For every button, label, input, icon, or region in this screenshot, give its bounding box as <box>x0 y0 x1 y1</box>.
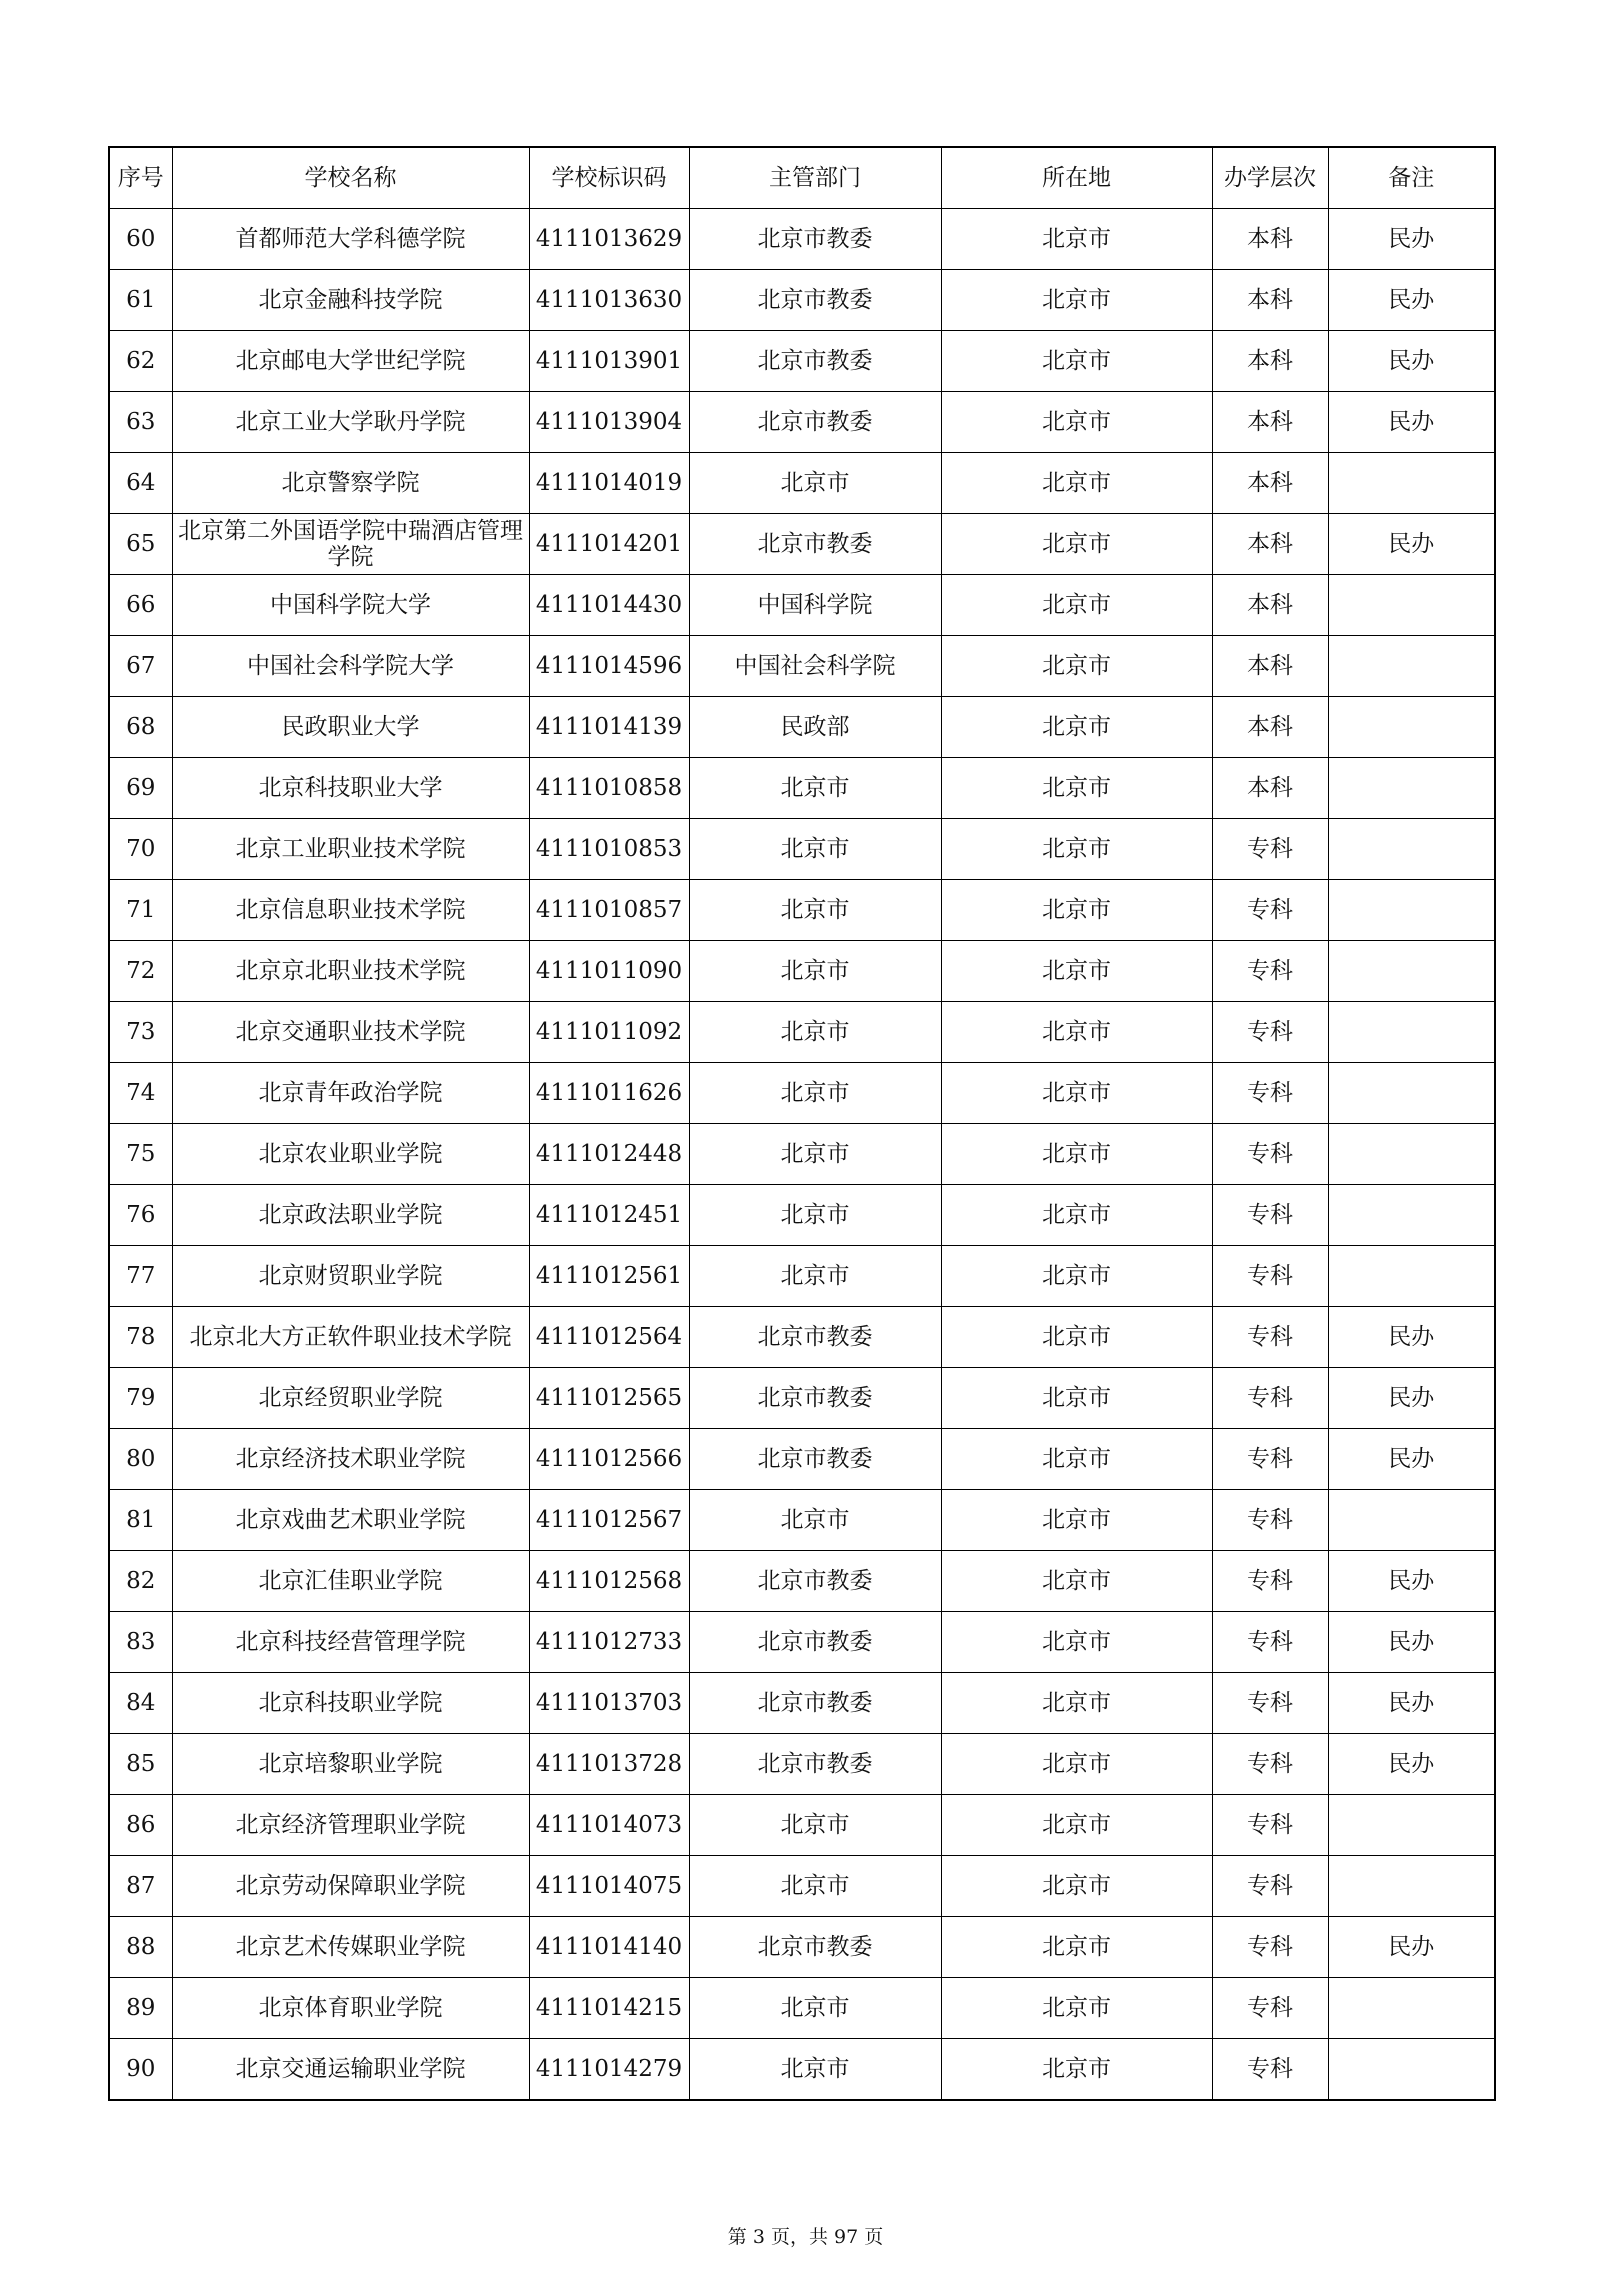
cell-school-name: 中国科学院大学 <box>172 575 529 636</box>
table-row <box>109 1490 1495 1551</box>
cell-department: 北京市教委 <box>689 1551 941 1612</box>
cell-school-name: 北京科技经营管理学院 <box>172 1612 529 1673</box>
cell-remark: 民办 <box>1328 1734 1495 1795</box>
cell-school-name: 北京交通职业技术学院 <box>172 1002 529 1063</box>
cell-level: 本科 <box>1212 758 1328 819</box>
cell-level: 本科 <box>1212 575 1328 636</box>
table-row <box>109 209 1495 270</box>
cell-school-code: 4111014075 <box>529 1856 689 1917</box>
cell-department: 北京市教委 <box>689 1612 941 1673</box>
cell-location: 北京市 <box>941 1307 1212 1368</box>
cell-department: 北京市 <box>689 1978 941 2039</box>
cell-school-code: 4111014073 <box>529 1795 689 1856</box>
cell-level: 专科 <box>1212 1978 1328 2039</box>
cell-school-code: 4111012564 <box>529 1307 689 1368</box>
cell-school-code: 4111014279 <box>529 2039 689 2101</box>
cell-department: 北京市教委 <box>689 392 941 453</box>
table-row <box>109 941 1495 1002</box>
table-row <box>109 1124 1495 1185</box>
cell-location: 北京市 <box>941 209 1212 270</box>
cell-school-code: 4111012561 <box>529 1246 689 1307</box>
cell-index: 83 <box>109 1612 172 1673</box>
cell-school-code: 4111011090 <box>529 941 689 1002</box>
table-row <box>109 453 1495 514</box>
cell-school-name: 北京京北职业技术学院 <box>172 941 529 1002</box>
cell-level: 专科 <box>1212 1734 1328 1795</box>
cell-level: 专科 <box>1212 1124 1328 1185</box>
table-row <box>109 636 1495 697</box>
cell-remark: 民办 <box>1328 1551 1495 1612</box>
cell-school-name: 北京工业大学耿丹学院 <box>172 392 529 453</box>
cell-index: 76 <box>109 1185 172 1246</box>
cell-remark <box>1328 941 1495 1002</box>
cell-school-code: 4111014140 <box>529 1917 689 1978</box>
cell-remark <box>1328 880 1495 941</box>
cell-school-name: 北京警察学院 <box>172 453 529 514</box>
cell-remark: 民办 <box>1328 1673 1495 1734</box>
cell-remark: 民办 <box>1328 1612 1495 1673</box>
header-col-school-code: 学校标识码 <box>529 147 689 209</box>
cell-level: 本科 <box>1212 636 1328 697</box>
table-row <box>109 1185 1495 1246</box>
cell-index: 73 <box>109 1002 172 1063</box>
cell-school-code: 4111013904 <box>529 392 689 453</box>
header-col-index: 序号 <box>109 147 172 209</box>
cell-index: 65 <box>109 514 172 575</box>
table-row <box>109 1429 1495 1490</box>
cell-school-name: 北京北大方正软件职业技术学院 <box>172 1307 529 1368</box>
table-row <box>109 1246 1495 1307</box>
cell-department: 北京市教委 <box>689 514 941 575</box>
cell-index: 74 <box>109 1063 172 1124</box>
cell-remark: 民办 <box>1328 1917 1495 1978</box>
cell-index: 72 <box>109 941 172 1002</box>
school-list-table <box>108 146 1496 2101</box>
cell-remark <box>1328 697 1495 758</box>
cell-department: 北京市 <box>689 2039 941 2101</box>
table-row <box>109 1917 1495 1978</box>
cell-school-code: 4111014430 <box>529 575 689 636</box>
cell-remark: 民办 <box>1328 1429 1495 1490</box>
cell-school-code: 4111010857 <box>529 880 689 941</box>
cell-school-code: 4111011626 <box>529 1063 689 1124</box>
header-col-remark: 备注 <box>1328 147 1495 209</box>
cell-school-code: 4111013703 <box>529 1673 689 1734</box>
cell-department: 北京市教委 <box>689 1368 941 1429</box>
cell-level: 专科 <box>1212 2039 1328 2101</box>
cell-school-name: 北京艺术传媒职业学院 <box>172 1917 529 1978</box>
cell-level: 本科 <box>1212 331 1328 392</box>
cell-school-name: 北京交通运输职业学院 <box>172 2039 529 2101</box>
cell-school-code: 4111013630 <box>529 270 689 331</box>
cell-school-code: 4111012566 <box>529 1429 689 1490</box>
cell-level: 专科 <box>1212 1490 1328 1551</box>
cell-location: 北京市 <box>941 1673 1212 1734</box>
cell-department: 北京市教委 <box>689 1673 941 1734</box>
cell-location: 北京市 <box>941 819 1212 880</box>
cell-department: 北京市 <box>689 1185 941 1246</box>
cell-location: 北京市 <box>941 941 1212 1002</box>
cell-school-name: 北京经济技术职业学院 <box>172 1429 529 1490</box>
cell-school-name: 北京工业职业技术学院 <box>172 819 529 880</box>
cell-department: 北京市 <box>689 1795 941 1856</box>
cell-school-name: 北京培黎职业学院 <box>172 1734 529 1795</box>
cell-school-code: 4111012451 <box>529 1185 689 1246</box>
cell-remark: 民办 <box>1328 392 1495 453</box>
cell-department: 北京市 <box>689 1002 941 1063</box>
cell-remark <box>1328 453 1495 514</box>
cell-location: 北京市 <box>941 1185 1212 1246</box>
cell-level: 专科 <box>1212 1795 1328 1856</box>
cell-school-name: 北京农业职业学院 <box>172 1124 529 1185</box>
cell-index: 90 <box>109 2039 172 2101</box>
cell-level: 专科 <box>1212 1429 1328 1490</box>
cell-school-name: 北京汇佳职业学院 <box>172 1551 529 1612</box>
table-row <box>109 1368 1495 1429</box>
cell-location: 北京市 <box>941 453 1212 514</box>
cell-remark: 民办 <box>1328 331 1495 392</box>
cell-remark <box>1328 819 1495 880</box>
cell-school-code: 4111013901 <box>529 331 689 392</box>
cell-remark <box>1328 758 1495 819</box>
cell-index: 64 <box>109 453 172 514</box>
cell-location: 北京市 <box>941 697 1212 758</box>
cell-department: 北京市 <box>689 941 941 1002</box>
cell-department: 北京市 <box>689 758 941 819</box>
cell-level: 本科 <box>1212 392 1328 453</box>
table-row <box>109 1612 1495 1673</box>
cell-location: 北京市 <box>941 1429 1212 1490</box>
cell-department: 北京市 <box>689 1063 941 1124</box>
cell-location: 北京市 <box>941 1612 1212 1673</box>
cell-remark <box>1328 636 1495 697</box>
cell-school-code: 4111014596 <box>529 636 689 697</box>
cell-department: 北京市 <box>689 1490 941 1551</box>
cell-location: 北京市 <box>941 1551 1212 1612</box>
cell-level: 专科 <box>1212 1063 1328 1124</box>
cell-remark: 民办 <box>1328 270 1495 331</box>
cell-level: 本科 <box>1212 270 1328 331</box>
table-body <box>109 209 1495 2101</box>
cell-index: 88 <box>109 1917 172 1978</box>
cell-index: 63 <box>109 392 172 453</box>
cell-location: 北京市 <box>941 1368 1212 1429</box>
table-row <box>109 819 1495 880</box>
cell-location: 北京市 <box>941 1978 1212 2039</box>
cell-school-code: 4111012733 <box>529 1612 689 1673</box>
cell-school-code: 4111012568 <box>529 1551 689 1612</box>
cell-school-code: 4111010858 <box>529 758 689 819</box>
cell-level: 专科 <box>1212 1307 1328 1368</box>
cell-school-code: 4111012565 <box>529 1368 689 1429</box>
cell-location: 北京市 <box>941 575 1212 636</box>
cell-remark <box>1328 1246 1495 1307</box>
cell-school-name: 北京劳动保障职业学院 <box>172 1856 529 1917</box>
cell-school-name: 北京金融科技学院 <box>172 270 529 331</box>
cell-remark <box>1328 1124 1495 1185</box>
cell-index: 71 <box>109 880 172 941</box>
cell-index: 66 <box>109 575 172 636</box>
cell-level: 专科 <box>1212 1856 1328 1917</box>
table-row <box>109 1002 1495 1063</box>
cell-level: 专科 <box>1212 819 1328 880</box>
header-col-department: 主管部门 <box>689 147 941 209</box>
cell-location: 北京市 <box>941 2039 1212 2101</box>
cell-level: 专科 <box>1212 1246 1328 1307</box>
cell-index: 69 <box>109 758 172 819</box>
cell-index: 86 <box>109 1795 172 1856</box>
cell-level: 本科 <box>1212 697 1328 758</box>
cell-school-code: 4111014215 <box>529 1978 689 2039</box>
cell-department: 北京市 <box>689 819 941 880</box>
cell-level: 本科 <box>1212 453 1328 514</box>
cell-school-name: 民政职业大学 <box>172 697 529 758</box>
cell-remark <box>1328 1063 1495 1124</box>
cell-location: 北京市 <box>941 1490 1212 1551</box>
cell-department: 北京市教委 <box>689 1917 941 1978</box>
cell-school-code: 4111012567 <box>529 1490 689 1551</box>
table-header <box>109 147 1495 209</box>
cell-remark <box>1328 1856 1495 1917</box>
cell-school-name: 北京政法职业学院 <box>172 1185 529 1246</box>
cell-index: 82 <box>109 1551 172 1612</box>
table-row <box>109 1856 1495 1917</box>
cell-location: 北京市 <box>941 1124 1212 1185</box>
cell-remark <box>1328 1978 1495 2039</box>
cell-level: 专科 <box>1212 880 1328 941</box>
cell-location: 北京市 <box>941 1246 1212 1307</box>
cell-remark <box>1328 575 1495 636</box>
cell-level: 专科 <box>1212 1917 1328 1978</box>
table-row <box>109 1795 1495 1856</box>
cell-index: 68 <box>109 697 172 758</box>
cell-level: 专科 <box>1212 1185 1328 1246</box>
table-row <box>109 880 1495 941</box>
cell-school-name: 中国社会科学院大学 <box>172 636 529 697</box>
table-row <box>109 2039 1495 2101</box>
cell-school-name: 北京第二外国语学院中瑞酒店管理学院 <box>172 514 529 575</box>
cell-school-name: 北京戏曲艺术职业学院 <box>172 1490 529 1551</box>
table-row <box>109 1734 1495 1795</box>
cell-school-code: 4111014019 <box>529 453 689 514</box>
cell-department: 北京市 <box>689 1856 941 1917</box>
table-row <box>109 1307 1495 1368</box>
cell-location: 北京市 <box>941 1917 1212 1978</box>
cell-index: 84 <box>109 1673 172 1734</box>
cell-remark: 民办 <box>1328 514 1495 575</box>
table-row <box>109 575 1495 636</box>
cell-level: 本科 <box>1212 514 1328 575</box>
cell-level: 专科 <box>1212 1002 1328 1063</box>
cell-school-code: 4111013629 <box>529 209 689 270</box>
cell-level: 专科 <box>1212 941 1328 1002</box>
cell-location: 北京市 <box>941 1063 1212 1124</box>
table-row <box>109 331 1495 392</box>
cell-index: 70 <box>109 819 172 880</box>
cell-remark <box>1328 2039 1495 2101</box>
cell-school-code: 4111014139 <box>529 697 689 758</box>
cell-index: 77 <box>109 1246 172 1307</box>
cell-remark <box>1328 1185 1495 1246</box>
cell-department: 北京市教委 <box>689 331 941 392</box>
table-row <box>109 697 1495 758</box>
table-row <box>109 1551 1495 1612</box>
cell-index: 80 <box>109 1429 172 1490</box>
cell-school-name: 北京科技职业大学 <box>172 758 529 819</box>
cell-index: 75 <box>109 1124 172 1185</box>
cell-department: 北京市教委 <box>689 209 941 270</box>
cell-location: 北京市 <box>941 331 1212 392</box>
header-row <box>109 147 1495 209</box>
cell-school-name: 北京科技职业学院 <box>172 1673 529 1734</box>
cell-department: 北京市 <box>689 1246 941 1307</box>
table-row <box>109 1063 1495 1124</box>
cell-school-name: 北京经贸职业学院 <box>172 1368 529 1429</box>
cell-location: 北京市 <box>941 758 1212 819</box>
cell-remark <box>1328 1795 1495 1856</box>
cell-location: 北京市 <box>941 880 1212 941</box>
cell-school-name: 北京财贸职业学院 <box>172 1246 529 1307</box>
cell-school-code: 4111013728 <box>529 1734 689 1795</box>
table-row <box>109 270 1495 331</box>
cell-index: 81 <box>109 1490 172 1551</box>
cell-level: 专科 <box>1212 1368 1328 1429</box>
cell-level: 本科 <box>1212 209 1328 270</box>
cell-school-code: 4111010853 <box>529 819 689 880</box>
table-row <box>109 1978 1495 2039</box>
cell-location: 北京市 <box>941 1002 1212 1063</box>
cell-school-name: 首都师范大学科德学院 <box>172 209 529 270</box>
cell-department: 北京市教委 <box>689 1307 941 1368</box>
page-number: 第 3 页，共 97 页 <box>727 2226 884 2248</box>
cell-index: 78 <box>109 1307 172 1368</box>
cell-level: 专科 <box>1212 1612 1328 1673</box>
cell-school-name: 北京青年政治学院 <box>172 1063 529 1124</box>
cell-index: 67 <box>109 636 172 697</box>
cell-level: 专科 <box>1212 1673 1328 1734</box>
cell-remark <box>1328 1490 1495 1551</box>
cell-department: 北京市 <box>689 880 941 941</box>
cell-remark: 民办 <box>1328 1368 1495 1429</box>
cell-department: 北京市 <box>689 453 941 514</box>
table-row <box>109 758 1495 819</box>
table-row <box>109 392 1495 453</box>
cell-school-code: 4111014201 <box>529 514 689 575</box>
cell-school-name: 北京体育职业学院 <box>172 1978 529 2039</box>
table-row <box>109 514 1495 575</box>
cell-level: 专科 <box>1212 1551 1328 1612</box>
cell-index: 60 <box>109 209 172 270</box>
cell-index: 62 <box>109 331 172 392</box>
cell-location: 北京市 <box>941 636 1212 697</box>
cell-location: 北京市 <box>941 1856 1212 1917</box>
cell-location: 北京市 <box>941 1795 1212 1856</box>
table-row <box>109 1673 1495 1734</box>
cell-remark <box>1328 1002 1495 1063</box>
header-col-location: 所在地 <box>941 147 1212 209</box>
cell-school-code: 4111012448 <box>529 1124 689 1185</box>
cell-index: 87 <box>109 1856 172 1917</box>
cell-school-name: 北京经济管理职业学院 <box>172 1795 529 1856</box>
cell-index: 61 <box>109 270 172 331</box>
cell-location: 北京市 <box>941 1734 1212 1795</box>
cell-remark: 民办 <box>1328 209 1495 270</box>
cell-school-name: 北京信息职业技术学院 <box>172 880 529 941</box>
cell-department: 中国科学院 <box>689 575 941 636</box>
cell-department: 中国社会科学院 <box>689 636 941 697</box>
cell-department: 北京市教委 <box>689 270 941 331</box>
cell-school-code: 4111011092 <box>529 1002 689 1063</box>
cell-department: 民政部 <box>689 697 941 758</box>
cell-department: 北京市教委 <box>689 1429 941 1490</box>
cell-school-name: 北京邮电大学世纪学院 <box>172 331 529 392</box>
cell-location: 北京市 <box>941 270 1212 331</box>
header-col-school-name: 学校名称 <box>172 147 529 209</box>
cell-remark: 民办 <box>1328 1307 1495 1368</box>
cell-location: 北京市 <box>941 392 1212 453</box>
header-col-level: 办学层次 <box>1212 147 1328 209</box>
cell-index: 79 <box>109 1368 172 1429</box>
cell-index: 89 <box>109 1978 172 2039</box>
cell-location: 北京市 <box>941 514 1212 575</box>
cell-department: 北京市 <box>689 1124 941 1185</box>
cell-index: 85 <box>109 1734 172 1795</box>
cell-department: 北京市教委 <box>689 1734 941 1795</box>
